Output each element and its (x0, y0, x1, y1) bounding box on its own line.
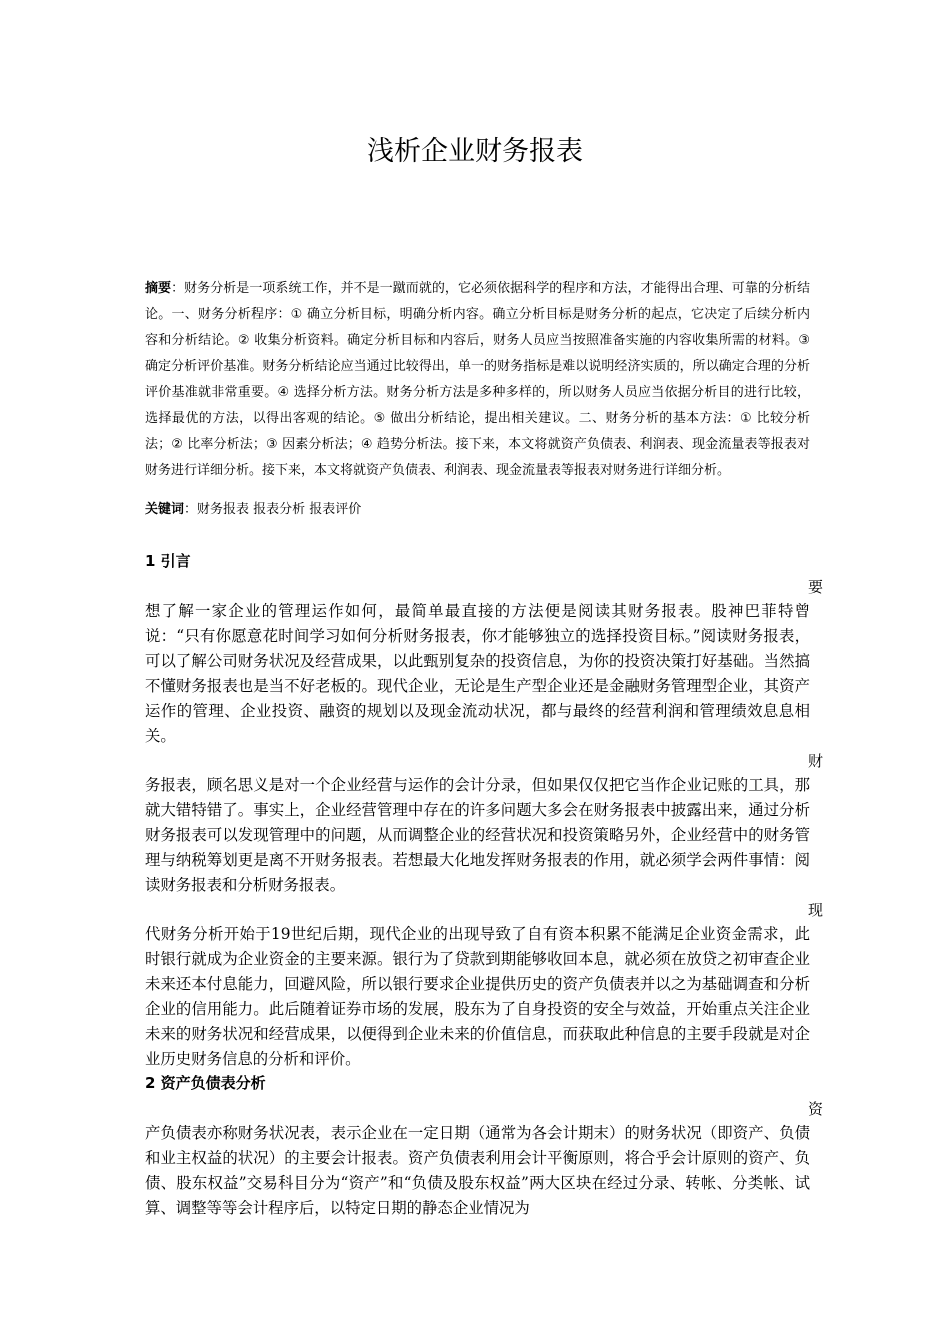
abstract-label: 摘要 (145, 281, 172, 296)
paragraph-first-char: 要 (807, 578, 823, 596)
document-title: 浅析企业财务报表 (367, 136, 583, 167)
abstract-text: ：财务分析是一项系统工作，并不是一蹴而就的，它必须依据科学的程序和方法，才能得出合理、可靠的分析结论。一、财务分析程序：① 确立分析目标，明确分析内容。确立分析目标是财务分析的起点，它决定了后续分析内容和分析结论。② 收集分析资料。确定分析目标和内容后，财务人员应当按照准备实施的内容收集所需的材料。③ 确定分析评价基准。财务分析结论应当通过比较得出，单一的财务指标是难以说明经济实质的，所以确定合理的分析评价基准就非常重要。④ 选择分析方法。财务分析方法是多种多样的，所以财务人员应当依据分析目的进行比较，选择最优的方法，以得出客观的结论。⑤ 做出分析结论，提出相关建议。二、财务分析的基本方法：① 比较分析法；② 比率分析法；③ 因素分析法；④ 趋势分析法。接下来，本文将就资产负债表、利润表、现金流量表等报表对财务进行详细分析。接下来，本文将就资产负债表、利润表、现金流量表等报表对财务进行详细分析。 (145, 281, 810, 478)
paragraph-first-char: 现 (807, 901, 823, 919)
paragraph-first-char: 资 (807, 1100, 823, 1118)
keywords-text: ：财务报表 报表分析 报表评价 (184, 502, 362, 517)
paragraph-first-char: 财 (807, 752, 823, 770)
intro-paragraph-3: 代财务分析开始于19世纪后期，现代企业的出现导致了自有资本积累不能满足企业资金需求，此时银行就成为企业资金的主要来源。银行为了贷款到期能够收回本息，就必须在放贷之初审查企业未来还本付息能力，回避风险，所以银行要求企业提供历史的资产负债表并以之为基础调查和分析企业的信用能力。此后随着证券市场的发展，股东为了自身投资的安全与效益，开始重点关注企业未来的财务状况和经营成果，以便得到企业未来的价值信息，而获取此种信息的主要手段就是对企业历史财务信息的分析和评价。 (145, 925, 810, 1068)
section-heading-intro: 1 引言 (145, 552, 191, 570)
intro-paragraph-1: 想了解一家企业的管理运作如何，最简单最直接的方法便是阅读其财务报表。股神巴菲特曾说：“只有你愿意花时间学习如何分析财务报表，你才能够独立的选择投资目标。”阅读财务报表，可以了解公司财务状况及经营成果，以此甄别复杂的投资信息，为你的投资决策打好基础。当然搞不懂财务报表也是当不好老板的。现代企业，无论是生产型企业还是金融财务管理型企业，其资产运作的管理、企业投资、融资的规划以及现金流动状况，都与最终的经营利润和管理绩效息息相关。 (145, 602, 810, 745)
intro-paragraph-2: 务报表，顾名思义是对一个企业经营与运作的会计分录，但如果仅仅把它当作企业记账的工具，那就大错特错了。事实上，企业经营管理中存在的许多问题大多会在财务报表中披露出来，通过分析财务报表可以发现管理中的问题，从而调整企业的经营状况和投资策略另外，企业经营中的财务管理与纳税筹划更是离不开财务报表。若想最大化地发挥财务报表的作用，就必须学会两件事情：阅读财务报表和分析财务报表。 (145, 776, 810, 894)
section-heading-balance-sheet: 2 资产负债表分析 (145, 1074, 266, 1092)
keywords-label: 关键词 (145, 502, 185, 517)
abstract-block (145, 276, 810, 484)
keywords-block (145, 497, 810, 523)
balance-sheet-paragraph-1: 产负债表亦称财务状况表，表示企业在一定日期（通常为各会计期末）的财务状况（即资产、负债和业主权益的状况）的主要会计报表。资产负债表利用会计平衡原则，将合乎会计原则的资产、负债、股东权益”交易科目分为“资产”和“负债及股东权益”两大区块在经过分录、转帐、分类帐、试算、调整等等会计程序后，以特定日期的静态企业情况为 (145, 1124, 810, 1217)
